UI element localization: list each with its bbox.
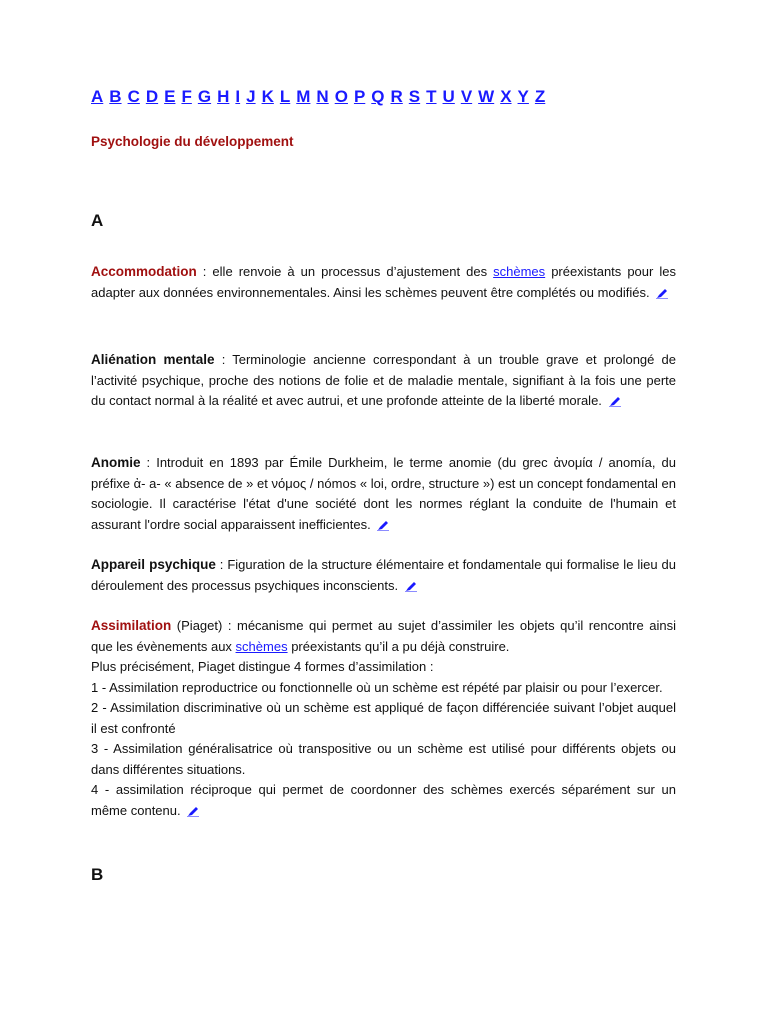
section-heading-b: B <box>91 865 104 884</box>
pencil-edit-icon[interactable] <box>405 580 418 592</box>
index-letter-s[interactable]: S <box>408 87 421 106</box>
pencil-edit-icon[interactable] <box>656 287 669 299</box>
alphabet-index-nav <box>91 87 551 107</box>
index-letter-h[interactable]: H <box>217 87 230 106</box>
term-anomie: Anomie <box>91 455 141 470</box>
index-letter-f[interactable]: F <box>181 87 192 106</box>
pencil-edit-icon[interactable] <box>187 805 200 817</box>
entry-anomie <box>91 453 676 535</box>
document-title: Psychologie du développement <box>91 134 294 149</box>
index-letter-a[interactable]: A <box>91 87 104 106</box>
index-letter-w[interactable]: W <box>478 87 495 106</box>
index-letter-o[interactable]: O <box>334 87 348 106</box>
assimilation-item-4-text: 4 - assimilation réciproque qui permet de coordonner des schèmes exercés séparément sur un même contenu. <box>91 782 676 818</box>
assimilation-intro: Plus précisément, Piaget distingue 4 formes d’assimilation : <box>91 659 434 674</box>
term-alienation-mentale: Aliénation mentale <box>91 352 215 367</box>
index-letter-u[interactable]: U <box>442 87 455 106</box>
index-letter-r[interactable]: R <box>390 87 403 106</box>
section-heading-a: A <box>91 211 104 230</box>
index-letter-g[interactable]: G <box>197 87 212 106</box>
index-letter-d[interactable]: D <box>145 87 159 106</box>
definition-text: : elle renvoie à un processus d’ajustement des <box>196 264 494 279</box>
pencil-edit-icon[interactable] <box>609 395 622 407</box>
index-letter-p[interactable]: P <box>353 87 366 106</box>
pencil-edit-icon[interactable] <box>377 519 390 531</box>
index-letter-n[interactable]: N <box>316 87 329 106</box>
entry-accommodation <box>91 262 676 303</box>
index-letter-i[interactable]: I <box>235 87 241 106</box>
index-letter-c[interactable]: C <box>127 87 140 106</box>
assimilation-definition <box>91 616 676 657</box>
definition-text: préexistants pour les adapter aux données environnementales. Ainsi les schèmes peuvent être complétés ou modifiés. <box>91 264 676 300</box>
index-letter-m[interactable]: M <box>296 87 311 106</box>
index-letter-j[interactable]: J <box>246 87 256 106</box>
assimilation-item-4 <box>91 780 676 821</box>
index-letter-k[interactable]: K <box>261 87 274 106</box>
assimilation-item-2: 2 - Assimilation discriminative où un schème est appliqué de façon différenciée suivant l’objet auquel il est confronté <box>91 700 676 736</box>
index-letter-e[interactable]: E <box>164 87 176 106</box>
definition-text: (Piaget) : mécanisme qui permet au sujet d’assimiler les objets qu’il rencontre ainsi que les évènements aux <box>91 618 676 654</box>
term-accommodation: Accommodation <box>91 264 197 279</box>
index-letter-q[interactable]: Q <box>371 87 385 106</box>
link-schemes[interactable]: schèmes <box>235 638 288 654</box>
definition-text: : Figuration de la structure élémentaire et fondamentale qui formalise le lieu du déroulement des processus psychiques inconscients. <box>91 557 676 593</box>
definition-text: : Terminologie ancienne correspondant à un trouble grave et prolongé de l’activité psychique, proche des notions de folie et de maladie mentale, signifiant à la fois une perte du contact normal à la réalité et avec autrui, et une profonde atteinte de la liberté morale. <box>91 352 676 408</box>
entry-appareil-psychique <box>91 555 676 596</box>
index-letter-x[interactable]: X <box>500 87 512 106</box>
term-assimilation: Assimilation <box>91 618 172 633</box>
index-letter-b[interactable]: B <box>109 87 122 106</box>
link-schemes[interactable]: schèmes <box>493 264 546 279</box>
entry-assimilation <box>91 616 676 821</box>
index-letter-t[interactable]: T <box>426 87 437 106</box>
term-appareil-psychique: Appareil psychique <box>91 557 216 572</box>
assimilation-item-3: 3 - Assimilation généralisatrice où transpositive ou un schème est utilisé pour différents objets ou dans différentes situations. <box>91 741 676 777</box>
index-letter-y[interactable]: Y <box>517 87 529 106</box>
index-letter-l[interactable]: L <box>279 87 291 106</box>
assimilation-item-1: 1 - Assimilation reproductrice ou fonctionnelle où un schème est répété par plaisir ou pour l’exercer. <box>91 679 663 695</box>
definition-text: : Introduit en 1893 par Émile Durkheim, le terme anomie (du grec ἀνομία / anomía, du préfixe ἀ- a- « absence de » et νόμος / nómos « loi, ordre, structure ») est un concept fondamental en sociologie. Il caractérise l'état d'une société dont les normes réglant la conduite de l'humain et assurant l'ordre social apparaissent inefficientes. <box>91 455 676 532</box>
index-letter-z[interactable]: Z <box>534 87 546 106</box>
index-letter-v[interactable]: V <box>460 87 473 106</box>
definition-text: préexistants qu’il a pu déjà construire. <box>287 638 510 654</box>
entry-alienation-mentale <box>91 350 676 412</box>
